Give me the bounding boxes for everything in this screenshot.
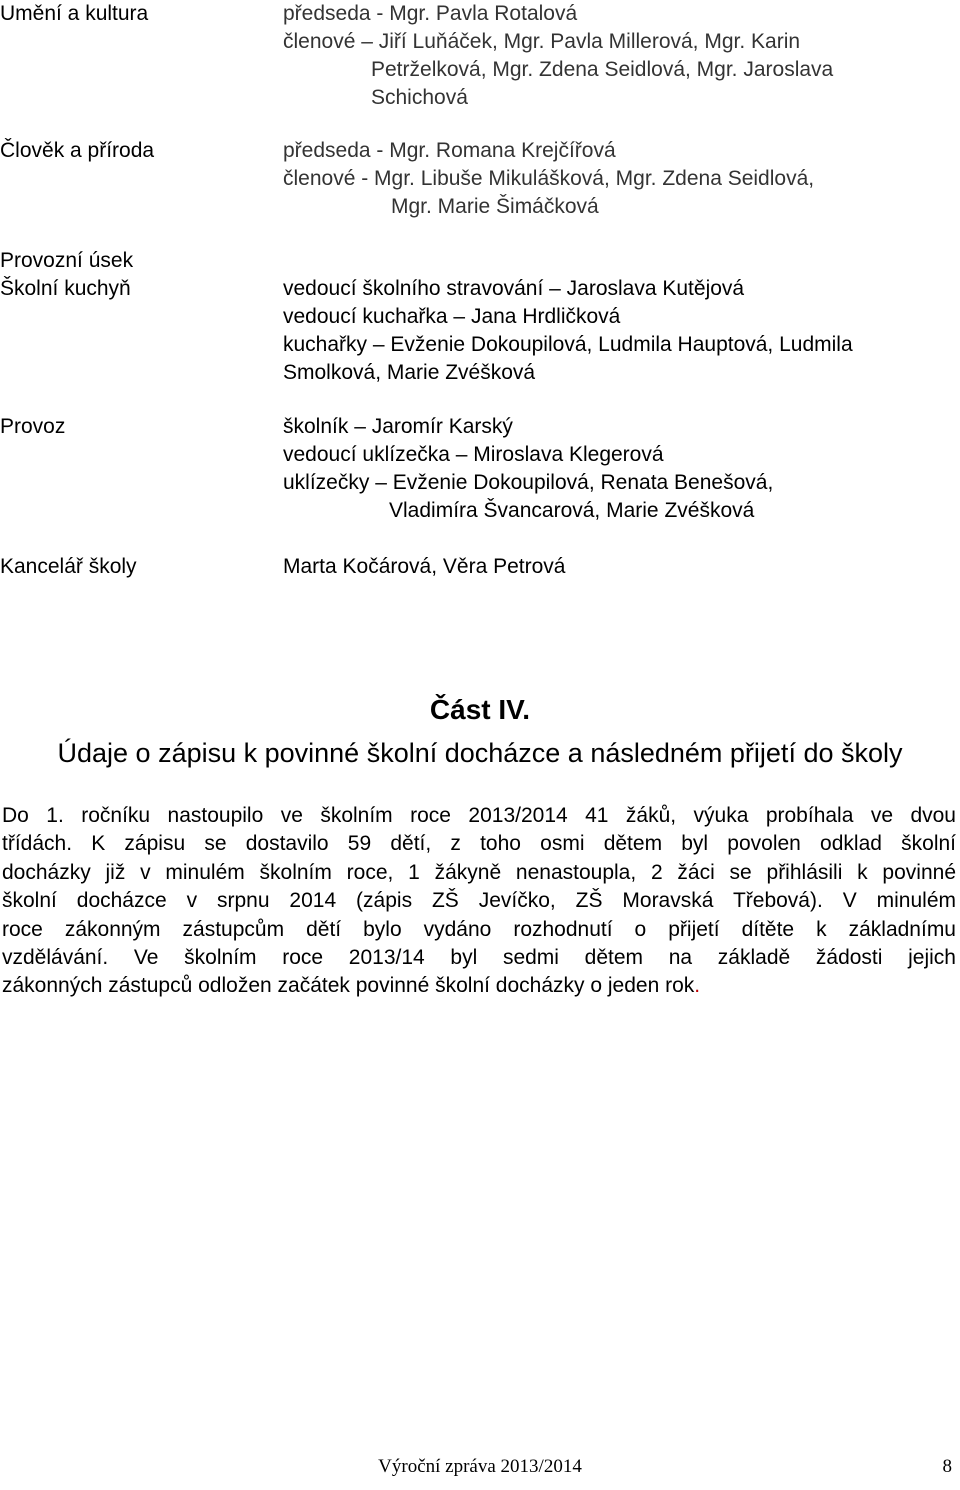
content-line: členové - Mgr. Libuše Mikulášková, Mgr. Zdena Seidlová,: [283, 167, 815, 190]
section-content: [283, 413, 773, 525]
content-line: vedoucí kuchařka – Jana Hrdličková: [283, 305, 621, 328]
paragraph-line: třídách. K zápisu se dostavilo 59 dětí, z toho osmi dětem byl povolen odklad školní: [2, 832, 956, 856]
part-heading: Část IV.: [429, 694, 531, 725]
paragraph-last-line: [2, 972, 956, 1000]
paragraph-line: Do 1. ročníku nastoupilo ve školním roce 2013/2014 41 žáků, výuka probíhala ve dvou: [2, 804, 956, 827]
paragraph-line: roce zákonným zástupcům dětí bylo vydáno rozhodnutí o přijetí dítěte k základnímu: [2, 917, 956, 941]
section-label: Člověk a příroda: [0, 139, 155, 162]
section-label: Kancelář školy: [0, 555, 137, 578]
body-paragraph: [2, 802, 956, 1001]
content-line: Vladimíra Švancarová, Marie Zvéšková: [389, 499, 755, 522]
content-line: vedoucí školního stravování – Jaroslava Kutějová: [283, 277, 745, 300]
content-line: Smolková, Marie Zvéšková: [283, 361, 536, 384]
paragraph-line: vzdělávání. Ve školním roce 2013/14 byl sedmi dětem na základě žádosti jejich: [2, 945, 956, 969]
page-number: 8: [942, 1456, 952, 1477]
content-line: školník – Jaromír Karský: [283, 415, 513, 438]
content-line: členové – Jiří Luňáček, Mgr. Pavla Millerová, Mgr. Karin: [283, 30, 801, 53]
paragraph-end-mark: .: [694, 974, 701, 998]
content-line: vedoucí uklízečka – Miroslava Klegerová: [283, 443, 664, 466]
part-subheading: Údaje o zápisu k povinné školní docházce a následném přijetí do školy: [57, 738, 903, 768]
content-line: Mgr. Marie Šimáčková: [391, 195, 599, 218]
section-content: [283, 275, 853, 387]
section-label: Umění a kultura: [0, 2, 149, 25]
section-label: Provozní úsek: [0, 249, 134, 272]
section-content: [283, 0, 833, 112]
content-line: předseda - Mgr. Pavla Rotalová: [283, 2, 578, 25]
footer-title: Výroční zpráva 2013/2014: [378, 1456, 582, 1477]
section-sublabel: Školní kuchyň: [0, 277, 131, 300]
content-line: uklízečky – Evženie Dokoupilová, Renata Benešová,: [283, 471, 774, 494]
section-content: [283, 137, 814, 221]
paragraph-line: školní docházce v srpnu 2014 (zápis ZŠ Jevíčko, ZŠ Moravská Třebová). V minulém: [2, 889, 956, 913]
content-line: Schichová: [371, 86, 468, 109]
section-label: Provoz: [0, 415, 66, 438]
content-line: kuchařky – Evženie Dokoupilová, Ludmila Hauptová, Ludmila: [283, 333, 853, 356]
content-line: Petrželková, Mgr. Zdena Seidlová, Mgr. Jaroslava: [371, 58, 834, 81]
content-line: Marta Kočárová, Věra Petrová: [283, 555, 566, 578]
section-content: [283, 553, 565, 581]
paragraph-line-text: zákonných zástupců odložen začátek povinné školní docházky o jeden rok: [2, 974, 695, 998]
content-line: předseda - Mgr. Romana Krejčířová: [283, 139, 616, 162]
paragraph-line: docházky již v minulém školním roce, 1 žákyně nenastoupla, 2 žáci se přihlásili k povinné: [2, 860, 956, 884]
